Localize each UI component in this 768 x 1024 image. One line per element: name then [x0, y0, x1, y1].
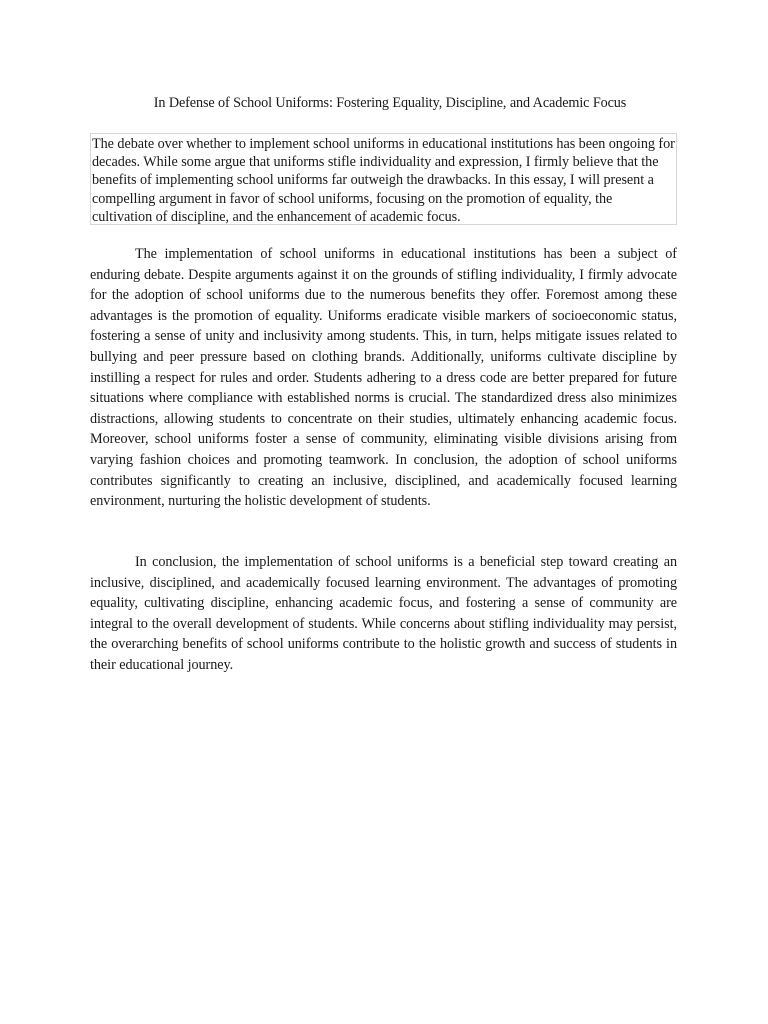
body-paragraph-1: The implementation of school uniforms in educational institutions has been a subject of enduring debate. Despite arguments against it on the grounds of stifling individuality, I firmly advocate for the adoption of school uniforms due to the numerous benefits they offer. Foremost among these advantages is the promotion of equality. Uniforms eradicate visible markers of socioeconomic status, fostering a sense of unity and inclusivity among students. This, in turn, helps mitigate issues related to bullying and peer pressure based on clothing brands. Additionally, uniforms cultivate discipline by instilling a respect for rules and order. Students adhering to a dress code are better prepared for future situations where compliance with established norms is crucial. The standardized dress also minimizes distractions, allowing students to concentrate on their studies, ultimately enhancing academic focus. Moreover, school uniforms foster a sense of community, eliminating visible divisions arising from varying fashion choices and promoting teamwork. In conclusion, the adoption of school uniforms contributes significantly to creating an inclusive, disciplined, and academically focused learning environment, nurturing the holistic development of students.	[90, 246, 677, 510]
document-title: In Defense of School Uniforms: Fostering Equality, Discipline, and Academic Focus	[153, 95, 627, 111]
body-paragraph-2: In conclusion, the implementation of school uniforms is a beneficial step toward creating an inclusive, disciplined, and academically focused learning environment. The advantages of promoting equality, cultivating discipline, enhancing academic focus, and fostering a sense of community are integral to the overall development of students. While concerns about stifling individuality may persist, the overarching benefits of school uniforms contribute to the holistic growth and success of students in their educational journey.	[90, 554, 677, 673]
intro-text-box[interactable]: The debate over whether to implement school uniforms in educational institutions has been ongoing for decades. While some argue that uniforms stifle individuality and expression, I firmly believe that the benefits of implementing school uniforms far outweigh the drawbacks. In this essay, I will present a compelling argument in favor of school uniforms, focusing on the promotion of equality, the cultivation of discipline, and the enhancement of academic focus.	[90, 133, 677, 225]
